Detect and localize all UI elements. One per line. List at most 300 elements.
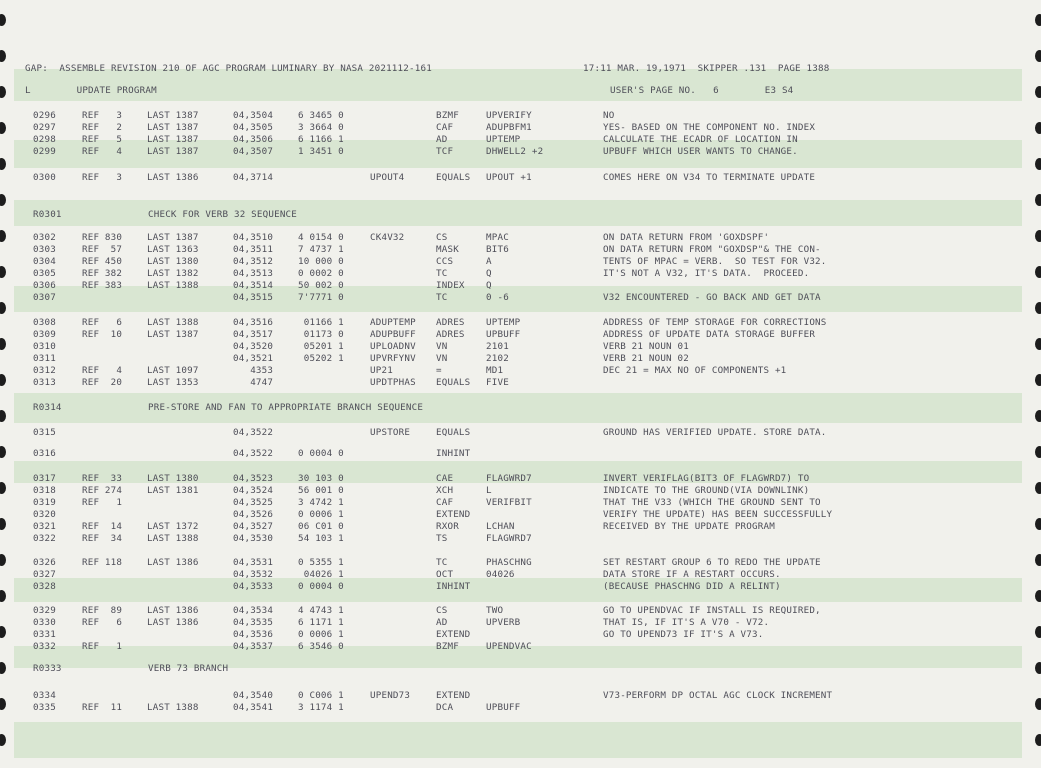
- row-opcode: EXTEND: [436, 509, 471, 520]
- row-number: 0305: [33, 268, 56, 279]
- listing-line: [0, 268, 1041, 280]
- row-number: R0333: [33, 663, 62, 674]
- row-octal-word: 50 002 0: [298, 280, 344, 291]
- row-number: 0326: [33, 557, 56, 568]
- row-octal-word: 7 4737 1: [298, 244, 344, 255]
- listing-line: [0, 605, 1041, 617]
- row-opcode: RXOR: [436, 521, 459, 532]
- row-last: LAST 1097: [147, 365, 199, 376]
- row-octal-word: 01173 0: [298, 329, 344, 340]
- row-opcode: INDEX: [436, 280, 465, 291]
- listing-line: [0, 533, 1041, 545]
- row-comment: GO TO UPENDVAC IF INSTALL IS REQUIRED,: [603, 605, 821, 616]
- row-number: 0302: [33, 232, 56, 243]
- listing-line: [0, 448, 1041, 460]
- row-opcode: CAE: [436, 473, 454, 484]
- row-comment: V73-PERFORM DP OCTAL AGC CLOCK INCREMENT: [603, 690, 833, 701]
- listing-line: [0, 280, 1041, 292]
- row-opcode: CAF: [436, 497, 454, 508]
- row-operand: PHASCHNG: [486, 557, 532, 568]
- row-operand: FIVE: [486, 377, 509, 388]
- row-comment: SET RESTART GROUP 6 TO REDO THE UPDATE: [603, 557, 821, 568]
- row-number: 0300: [33, 172, 56, 183]
- row-address: 04,3540: [233, 690, 274, 701]
- row-comment: DEC 21 = MAX NO OF COMPONENTS +1: [603, 365, 787, 376]
- row-ref: REF 3: [82, 110, 123, 121]
- row-last: LAST 1380: [147, 256, 199, 267]
- row-octal-word: 0 0002 0: [298, 268, 344, 279]
- row-operand: DHWELL2 +2: [486, 146, 544, 157]
- row-opcode: CCS: [436, 256, 454, 267]
- row-number: 0313: [33, 377, 56, 388]
- row-address: 04,3507: [233, 146, 274, 157]
- row-opcode: CS: [436, 605, 448, 616]
- row-label: UPVRFYNV: [370, 353, 416, 364]
- row-comment: VERB 21 NOUN 02: [603, 353, 689, 364]
- row-comment: TENTS OF MPAC = VERB. SO TEST FOR V32.: [603, 256, 827, 267]
- row-ref: REF 20: [82, 377, 123, 388]
- row-comment: ADDRESS OF UPDATE DATA STORAGE BUFFER: [603, 329, 816, 340]
- page-header: [0, 63, 1041, 75]
- row-comment: CALCULATE THE ECADR OF LOCATION IN: [603, 134, 798, 145]
- row-number: 0297: [33, 122, 56, 133]
- row-octal-word: 10 000 0: [298, 256, 344, 267]
- row-ref: REF 89: [82, 605, 123, 616]
- row-number: 0296: [33, 110, 56, 121]
- row-operand: UPVERIFY: [486, 110, 532, 121]
- row-number: 0332: [33, 641, 56, 652]
- row-number: 0317: [33, 473, 56, 484]
- row-opcode: EQUALS: [436, 377, 471, 388]
- row-opcode: VN: [436, 341, 448, 352]
- row-address: 04,3516: [233, 317, 274, 328]
- row-octal-word: 0 0006 1: [298, 509, 344, 520]
- listing-line: [0, 521, 1041, 533]
- row-ref: REF 4: [82, 365, 123, 376]
- row-opcode: CS: [436, 232, 448, 243]
- row-opcode: ADRES: [436, 317, 465, 328]
- listing-line: [0, 122, 1041, 134]
- row-operand: MD1: [486, 365, 504, 376]
- page-subheader: [0, 85, 1041, 97]
- row-opcode: TC: [436, 557, 448, 568]
- listing-line: [0, 617, 1041, 629]
- row-number: 0329: [33, 605, 56, 616]
- row-number: 0303: [33, 244, 56, 255]
- row-ref: REF 33: [82, 473, 123, 484]
- row-operand: UPBUFF: [486, 702, 521, 713]
- row-ref: REF 4: [82, 146, 123, 157]
- listing-line: [0, 110, 1041, 122]
- row-comment: RECEIVED BY THE UPDATE PROGRAM: [603, 521, 775, 532]
- feed-hole: [1035, 14, 1041, 26]
- row-label: UPOUT4: [370, 172, 405, 183]
- row-address: 04,3522: [233, 427, 274, 438]
- row-last: LAST 1388: [147, 702, 199, 713]
- row-number: 0335: [33, 702, 56, 713]
- row-octal-word: 06 C01 0: [298, 521, 344, 532]
- listing-line: [0, 473, 1041, 485]
- row-comment: VERB 21 NOUN 01: [603, 341, 689, 352]
- row-octal-word: 6 3546 0: [298, 641, 344, 652]
- row-octal-word: 04026 1: [298, 569, 344, 580]
- row-operand: UPENDVAC: [486, 641, 532, 652]
- row-operand: UPOUT +1: [486, 172, 532, 183]
- row-octal-word: 3 1174 1: [298, 702, 344, 713]
- row-comment: INDICATE TO THE GROUND(VIA DOWNLINK): [603, 485, 810, 496]
- row-opcode: CAF: [436, 122, 454, 133]
- row-octal-word: 6 1166 1: [298, 134, 344, 145]
- row-comment: YES- BASED ON THE COMPONENT NO. INDEX: [603, 122, 816, 133]
- row-label: UPEND73: [370, 690, 411, 701]
- row-opcode: ADRES: [436, 329, 465, 340]
- row-number: 0309: [33, 329, 56, 340]
- row-number: 0320: [33, 509, 56, 520]
- row-ref: REF 118: [82, 557, 123, 568]
- row-octal-word: 54 103 1: [298, 533, 344, 544]
- row-address: 04,3515: [233, 292, 274, 303]
- row-octal-word: 1 3451 0: [298, 146, 344, 157]
- row-address: 04,3513: [233, 268, 274, 279]
- row-address: 04,3527: [233, 521, 274, 532]
- row-ref: REF 6: [82, 617, 123, 628]
- row-operand: MPAC: [486, 232, 509, 243]
- row-octal-word: 3 4742 1: [298, 497, 344, 508]
- listing-line: [0, 663, 1041, 675]
- row-ref: REF 1: [82, 497, 123, 508]
- listing-line: [0, 402, 1041, 414]
- row-ref: REF 6: [82, 317, 123, 328]
- row-opcode: MASK: [436, 244, 459, 255]
- row-number: 0328: [33, 581, 56, 592]
- row-operand: VERIFBIT: [486, 497, 532, 508]
- row-octal-word: 05202 1: [298, 353, 344, 364]
- row-octal-word: 0 5355 1: [298, 557, 344, 568]
- row-number: 0316: [33, 448, 56, 459]
- listing-line: [0, 702, 1041, 714]
- row-ref: REF 5: [82, 134, 123, 145]
- row-number: 0334: [33, 690, 56, 701]
- row-address: 04,3534: [233, 605, 274, 616]
- listing-line: [0, 690, 1041, 702]
- listing-line: [0, 134, 1041, 146]
- row-address: 04,3541: [233, 702, 274, 713]
- row-opcode: =: [436, 365, 442, 376]
- row-opcode: DCA: [436, 702, 454, 713]
- row-label: CK4V32: [370, 232, 405, 243]
- row-octal-word: 30 103 0: [298, 473, 344, 484]
- row-last: LAST 1380: [147, 473, 199, 484]
- row-label: UPSTORE: [370, 427, 411, 438]
- subheader-user-page: USER'S PAGE NO. 6 E3 S4: [610, 85, 794, 96]
- listing-line: [0, 244, 1041, 256]
- row-operand: Q: [486, 280, 492, 291]
- row-address: 04,3536: [233, 629, 274, 640]
- row-octal-word: 3 3664 0: [298, 122, 344, 133]
- row-comment: THAT IS, IF IT'S A V70 - V72.: [603, 617, 770, 628]
- row-octal-word: 0 0006 1: [298, 629, 344, 640]
- row-address: 04,3510: [233, 232, 274, 243]
- row-address: 04,3522: [233, 448, 274, 459]
- listing-line: [0, 172, 1041, 184]
- row-number: 0315: [33, 427, 56, 438]
- row-last: LAST 1388: [147, 533, 199, 544]
- row-operand: 04026: [486, 569, 515, 580]
- row-octal-word: 6 3465 0: [298, 110, 344, 121]
- row-last: LAST 1387: [147, 329, 199, 340]
- row-number: R0301: [33, 209, 62, 220]
- row-ref: REF 830: [82, 232, 123, 243]
- row-last: LAST 1388: [147, 280, 199, 291]
- row-number: 0304: [33, 256, 56, 267]
- listing-line: [0, 497, 1041, 509]
- row-last: LAST 1381: [147, 485, 199, 496]
- row-number: 0311: [33, 353, 56, 364]
- listing-line: [0, 365, 1041, 377]
- row-address: 04,3505: [233, 122, 274, 133]
- row-comment: COMES HERE ON V34 TO TERMINATE UPDATE: [603, 172, 816, 183]
- listing-line: [0, 292, 1041, 304]
- row-last: LAST 1387: [147, 232, 199, 243]
- row-operand: FLAGWRD7: [486, 533, 532, 544]
- row-comment: ON DATA RETURN FROM "GOXDSP"& THE CON-: [603, 244, 821, 255]
- row-number: 0312: [33, 365, 56, 376]
- row-ref: REF 57: [82, 244, 123, 255]
- row-operand: TWO: [486, 605, 504, 616]
- section-title: CHECK FOR VERB 32 SEQUENCE: [148, 209, 298, 220]
- listing-line: [0, 629, 1041, 641]
- row-address: 04,3533: [233, 581, 274, 592]
- listing-line: [0, 209, 1041, 221]
- row-comment: GROUND HAS VERIFIED UPDATE. STORE DATA.: [603, 427, 827, 438]
- listing-line: [0, 485, 1041, 497]
- row-last: LAST 1388: [147, 317, 199, 328]
- row-comment: THAT THE V33 (WHICH THE GROUND SENT TO: [603, 497, 821, 508]
- row-octal-word: 0 0004 0: [298, 581, 344, 592]
- row-number: 0299: [33, 146, 56, 157]
- row-label: UPDTPHAS: [370, 377, 416, 388]
- row-operand: ADUPBFM1: [486, 122, 532, 133]
- row-operand: UPBUFF: [486, 329, 521, 340]
- row-comment: V32 ENCOUNTERED - GO BACK AND GET DATA: [603, 292, 821, 303]
- listing-line: [0, 509, 1041, 521]
- row-operand: UPTEMP: [486, 317, 521, 328]
- header-title: GAP: ASSEMBLE REVISION 210 OF AGC PROGRAM LUMINARY BY NASA 2021112-161: [25, 63, 432, 74]
- row-ref: REF 383: [82, 280, 123, 291]
- feed-hole: [1035, 50, 1041, 62]
- row-number: 0307: [33, 292, 56, 303]
- row-comment: NO: [603, 110, 615, 121]
- row-number: 0327: [33, 569, 56, 580]
- row-label: UP21: [370, 365, 393, 376]
- row-number: 0310: [33, 341, 56, 352]
- section-title: VERB 73 BRANCH: [148, 663, 229, 674]
- subheader-program: L UPDATE PROGRAM: [25, 85, 157, 96]
- row-number: R0314: [33, 402, 62, 413]
- green-band: [14, 722, 1022, 758]
- row-operand: UPVERB: [486, 617, 521, 628]
- row-opcode: INHINT: [436, 581, 471, 592]
- row-ref: REF 274: [82, 485, 123, 496]
- row-address: 04,3524: [233, 485, 274, 496]
- row-octal-word: 05201 1: [298, 341, 344, 352]
- row-comment: UPBUFF WHICH USER WANTS TO CHANGE.: [603, 146, 798, 157]
- row-comment: (BECAUSE PHASCHNG DID A RELINT): [603, 581, 781, 592]
- feed-hole: [0, 14, 6, 26]
- row-comment: ON DATA RETURN FROM 'GOXDSPF': [603, 232, 770, 243]
- row-ref: REF 14: [82, 521, 123, 532]
- row-address: 04,3517: [233, 329, 274, 340]
- row-address: 04,3520: [233, 341, 274, 352]
- row-octal-word: 4 0154 0: [298, 232, 344, 243]
- row-address: 04,3514: [233, 280, 274, 291]
- row-opcode: BZMF: [436, 641, 459, 652]
- row-opcode: TCF: [436, 146, 454, 157]
- listing-line: [0, 569, 1041, 581]
- row-address: 04,3525: [233, 497, 274, 508]
- row-address: 04,3504: [233, 110, 274, 121]
- row-address: 04,3714: [233, 172, 274, 183]
- row-last: LAST 1386: [147, 557, 199, 568]
- row-opcode: XCH: [436, 485, 454, 496]
- row-last: LAST 1386: [147, 617, 199, 628]
- row-number: 0318: [33, 485, 56, 496]
- row-operand: 2101: [486, 341, 509, 352]
- listing-line: [0, 317, 1041, 329]
- row-last: LAST 1353: [147, 377, 199, 388]
- feed-hole: [1035, 734, 1041, 746]
- row-octal-word: 0 C006 1: [298, 690, 344, 701]
- feed-hole: [0, 50, 6, 62]
- listing-line: [0, 377, 1041, 389]
- listing-line: [0, 146, 1041, 158]
- header-timestamp: 17:11 MAR. 19,1971 SKIPPER .131 PAGE 1388: [583, 63, 830, 74]
- row-operand: L: [486, 485, 492, 496]
- listing-line: [0, 353, 1041, 365]
- row-opcode: TC: [436, 268, 448, 279]
- row-octal-word: 4 4743 1: [298, 605, 344, 616]
- row-address: 04,3537: [233, 641, 274, 652]
- row-comment: IT'S NOT A V32, IT'S DATA. PROCEED.: [603, 268, 810, 279]
- listing-line: [0, 641, 1041, 653]
- row-address: 4747: [233, 377, 274, 388]
- row-comment: DATA STORE IF A RESTART OCCURS.: [603, 569, 781, 580]
- row-opcode: AD: [436, 617, 448, 628]
- row-opcode: INHINT: [436, 448, 471, 459]
- row-number: 0321: [33, 521, 56, 532]
- row-label: ADUPTEMP: [370, 317, 416, 328]
- row-address: 04,3530: [233, 533, 274, 544]
- row-octal-word: 56 001 0: [298, 485, 344, 496]
- row-ref: REF 2: [82, 122, 123, 133]
- row-number: 0330: [33, 617, 56, 628]
- listing-line: [0, 341, 1041, 353]
- row-operand: 0 -6: [486, 292, 509, 303]
- listing-line: [0, 232, 1041, 244]
- row-number: 0308: [33, 317, 56, 328]
- row-opcode: VN: [436, 353, 448, 364]
- row-octal-word: 0 0004 0: [298, 448, 344, 459]
- row-address: 04,3506: [233, 134, 274, 145]
- row-number: 0306: [33, 280, 56, 291]
- row-address: 04,3523: [233, 473, 274, 484]
- row-operand: LCHAN: [486, 521, 515, 532]
- row-operand: Q: [486, 268, 492, 279]
- row-ref: REF 3: [82, 172, 123, 183]
- row-last: LAST 1363: [147, 244, 199, 255]
- row-operand: 2102: [486, 353, 509, 364]
- feed-hole: [0, 158, 6, 170]
- row-ref: REF 10: [82, 329, 123, 340]
- row-opcode: TC: [436, 292, 448, 303]
- section-title: PRE-STORE AND FAN TO APPROPRIATE BRANCH SEQUENCE: [148, 402, 424, 413]
- row-last: LAST 1382: [147, 268, 199, 279]
- feed-hole: [1035, 194, 1041, 206]
- row-address: 04,3532: [233, 569, 274, 580]
- row-address: 04,3531: [233, 557, 274, 568]
- row-octal-word: 01166 1: [298, 317, 344, 328]
- row-opcode: TS: [436, 533, 448, 544]
- row-last: LAST 1387: [147, 146, 199, 157]
- row-number: 0319: [33, 497, 56, 508]
- row-label: ADUPBUFF: [370, 329, 416, 340]
- row-operand: A: [486, 256, 492, 267]
- row-label: UPLOADNV: [370, 341, 416, 352]
- row-opcode: EQUALS: [436, 427, 471, 438]
- row-octal-word: 7'7771 0: [298, 292, 344, 303]
- row-number: 0298: [33, 134, 56, 145]
- row-address: 04,3512: [233, 256, 274, 267]
- row-opcode: EQUALS: [436, 172, 471, 183]
- row-operand: BIT6: [486, 244, 509, 255]
- row-last: LAST 1372: [147, 521, 199, 532]
- row-ref: REF 34: [82, 533, 123, 544]
- row-ref: REF 1: [82, 641, 123, 652]
- row-address: 04,3521: [233, 353, 274, 364]
- row-octal-word: 6 1171 1: [298, 617, 344, 628]
- listing-line: [0, 329, 1041, 341]
- row-comment: INVERT VERIFLAG(BIT3 OF FLAGWRD7) TO: [603, 473, 810, 484]
- row-opcode: BZMF: [436, 110, 459, 121]
- row-last: LAST 1387: [147, 134, 199, 145]
- row-last: LAST 1386: [147, 172, 199, 183]
- listing-line: [0, 256, 1041, 268]
- row-number: 0322: [33, 533, 56, 544]
- row-address: 04,3511: [233, 244, 274, 255]
- row-address: 04,3535: [233, 617, 274, 628]
- listing-line: [0, 557, 1041, 569]
- row-last: LAST 1386: [147, 605, 199, 616]
- row-last: LAST 1387: [147, 110, 199, 121]
- listing-line: [0, 427, 1041, 439]
- row-ref: REF 382: [82, 268, 123, 279]
- row-address: 04,3526: [233, 509, 274, 520]
- listing-line: [0, 581, 1041, 593]
- row-comment: VERIFY THE UPDATE) HAS BEEN SUCCESSFULLY: [603, 509, 833, 520]
- row-operand: FLAGWRD7: [486, 473, 532, 484]
- row-operand: UPTEMP: [486, 134, 521, 145]
- feed-hole: [1035, 158, 1041, 170]
- row-number: 0331: [33, 629, 56, 640]
- row-comment: ADDRESS OF TEMP STORAGE FOR CORRECTIONS: [603, 317, 827, 328]
- row-ref: REF 450: [82, 256, 123, 267]
- row-opcode: OCT: [436, 569, 454, 580]
- row-opcode: EXTEND: [436, 690, 471, 701]
- row-last: LAST 1387: [147, 122, 199, 133]
- row-opcode: AD: [436, 134, 448, 145]
- row-ref: REF 11: [82, 702, 123, 713]
- feed-hole: [0, 194, 6, 206]
